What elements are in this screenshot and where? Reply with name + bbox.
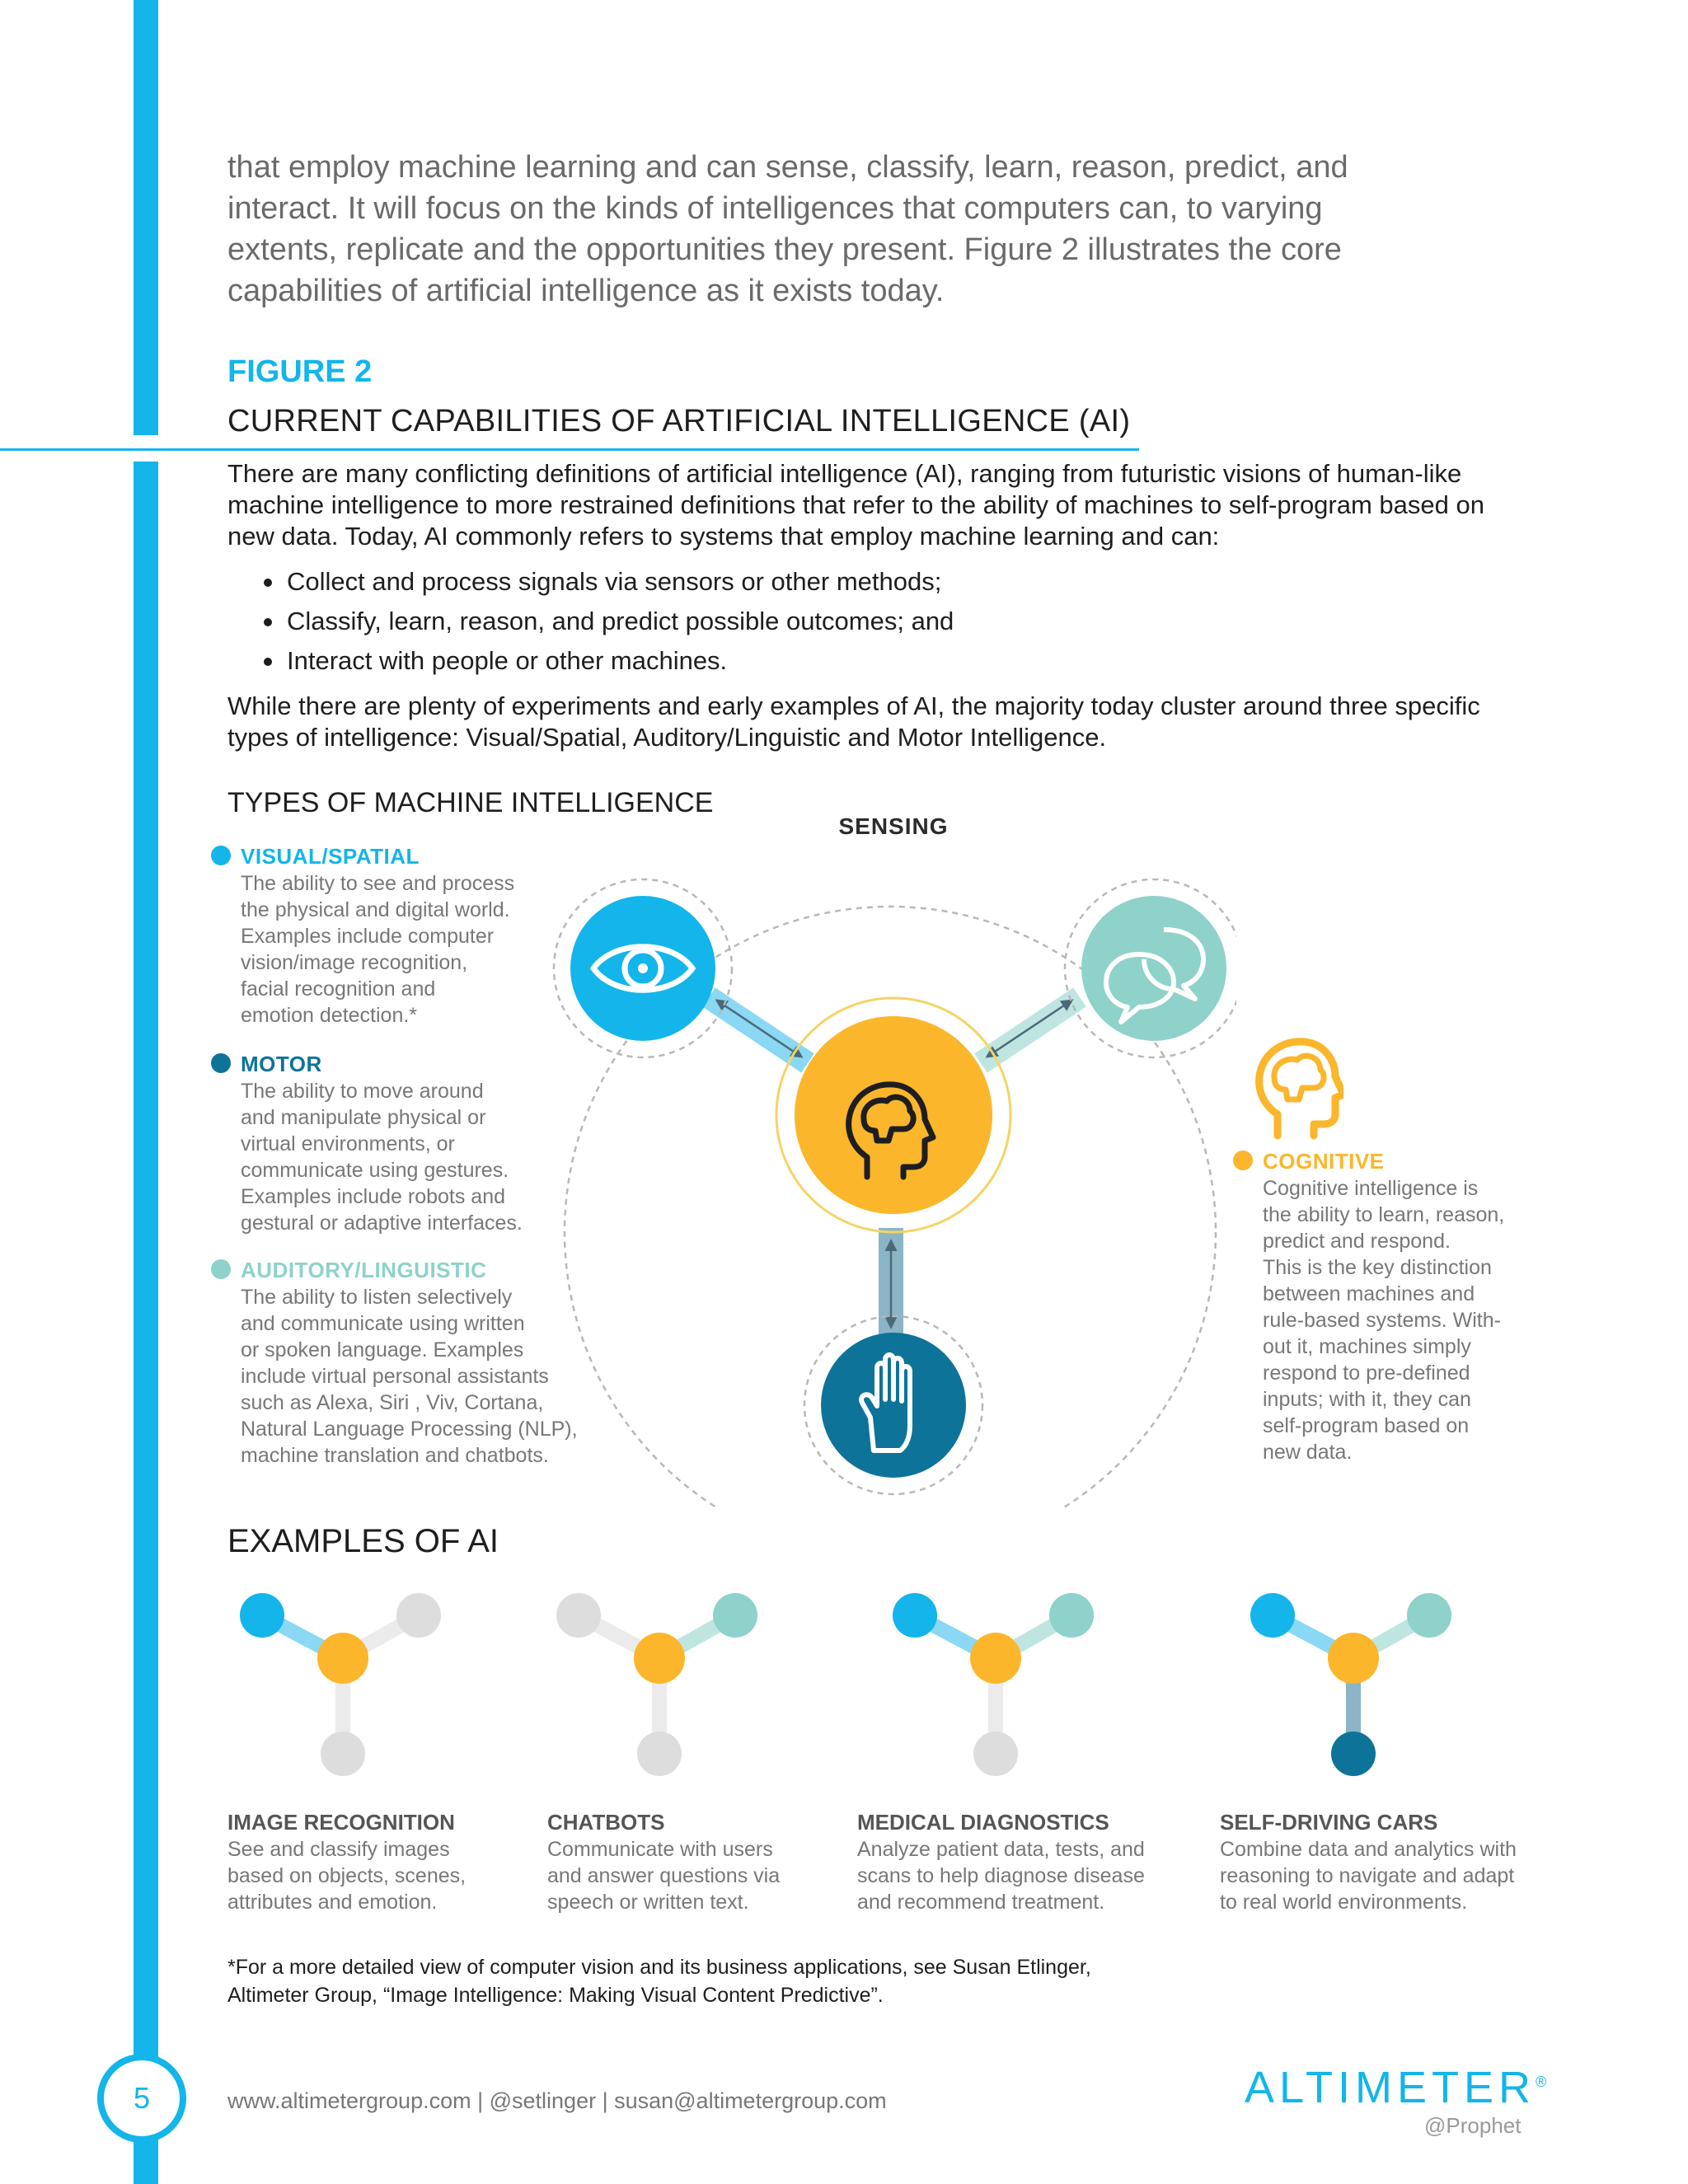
cognitive-head-icon — [1253, 1035, 1343, 1142]
example-description: Analyze patient data, tests, and scans to help diagnose disease and recommend treatment. — [857, 1838, 1145, 1914]
cognitive-description: Cognitive intelligence is the ability to learn, reason, predict and respond. This is the key distinction between machines and rule-based systems. With- out it, machines simply respond to pre-defined inputs; with it, they can self-program based on new data. — [1263, 1177, 1505, 1464]
altimeter-logo — [1245, 2062, 1546, 2113]
figure-title-rule — [0, 448, 1139, 451]
list-item: Classify, learn, reason, and predict possible outcomes; and — [227, 602, 954, 641]
machine-intelligence-diagram — [544, 791, 1236, 1508]
cognitive-title: COGNITIVE — [1263, 1149, 1385, 1174]
auditory-point — [1407, 1593, 1451, 1638]
page-number-text: 5 — [133, 2081, 151, 2115]
motor-description: The ability to move around and manipulate physical or virtual environments, or communicate using gestures. Examples include robots and gestural or adaptive interfaces. — [241, 1080, 523, 1235]
visual-title: VISUAL/SPATIAL — [241, 844, 420, 869]
sidebar-accent-bar — [134, 0, 158, 2184]
page-number — [97, 2054, 186, 2143]
example-title: CHATBOTS — [547, 1810, 665, 1835]
footnote: *For a more detailed view of computer vision and its business applications, see Susan Etlinger, Altimeter Group, “Image Intelligence: Making Visual Content Predictive”. — [227, 1956, 1091, 2007]
logo-registered: ® — [1536, 2074, 1547, 2090]
logo-subtitle: @Prophet — [1424, 2113, 1522, 2138]
figure-paragraph-1: There are many conflicting definitions of artificial intelligence (AI), ranging from futuristic visions of human-like machine intelligence to more restrained definitions that refer to the ability of machines to self-program based on new data. Today, AI commonly refers to systems that employ machine learning and can: — [227, 459, 1484, 551]
auditory-dot — [211, 1259, 231, 1279]
auditory-node — [1081, 896, 1226, 1041]
cognitive-point — [970, 1633, 1021, 1684]
capability-list — [227, 562, 954, 681]
figure-title: CURRENT CAPABILITIES OF ARTIFICIAL INTELLIGENCE (AI) — [227, 404, 1131, 438]
motor-point — [637, 1732, 682, 1776]
cognitive-point — [317, 1633, 368, 1684]
auditory-point — [1049, 1593, 1094, 1638]
intro-paragraph: that employ machine learning and can sense, classify, learn, reason, predict, and interact. It will focus on the kinds of intelligences that computers can, to varying extents, replicate and the opportunities they present. Figure 2 illustrates the core capabilities of artificial intelligence as it exists today. — [227, 150, 1348, 308]
auditory-point — [713, 1593, 757, 1638]
visual-description: The ability to see and process the physical and digital world. Examples include computer vision/image recognition, facial recognition and emotion detection.* — [241, 872, 515, 1027]
sensing-label: SENSING — [838, 813, 949, 839]
footer-contact: www.altimetergroup.com | @setlinger | susan@altimetergroup.com — [227, 2088, 887, 2113]
motor-dot — [211, 1053, 231, 1073]
auditory-title: AUDITORY/LINGUISTIC — [241, 1258, 487, 1282]
list-item: Collect and process signals via sensors or other methods; — [227, 562, 954, 602]
visual-point — [1250, 1593, 1295, 1638]
example-description: See and classify images based on objects, scenes, attributes and emotion. — [227, 1838, 467, 1914]
cognitive-node — [795, 1016, 992, 1214]
cognitive-point — [1328, 1633, 1379, 1684]
example-description: Communicate with users and answer questions via speech or written text. — [547, 1838, 781, 1914]
example-description: Combine data and analytics with reasoning to navigate and adapt to real world environments. — [1220, 1838, 1517, 1914]
motor-point — [973, 1732, 1018, 1776]
motor-title: MOTOR — [241, 1052, 322, 1076]
motor-point — [321, 1732, 365, 1776]
cognitive-point — [634, 1633, 685, 1684]
visual-point — [556, 1593, 601, 1638]
visual-dot — [211, 846, 231, 865]
list-item: Interact with people or other machines. — [227, 641, 954, 681]
auditory-point — [396, 1593, 441, 1638]
example-title: IMAGE RECOGNITION — [227, 1810, 455, 1835]
visual-point — [893, 1593, 937, 1638]
auditory-description: The ability to listen selectively and communicate using written or spoken language. Examples include virtual personal assistants such as Alexa, Siri , Viv, Cortana, Natural Language Processing (NLP), machine translation and chatbots. — [241, 1286, 578, 1467]
auditory-connector — [981, 997, 1080, 1063]
examples-diagrams — [227, 1591, 1563, 1797]
examples-section-title: EXAMPLES OF AI — [227, 1523, 499, 1559]
types-section-title: TYPES OF MACHINE INTELLIGENCE — [227, 787, 714, 818]
motor-point — [1331, 1732, 1376, 1776]
figure-label: FIGURE 2 — [227, 354, 373, 389]
example-title: SELF-DRIVING CARS — [1220, 1810, 1438, 1835]
example-title: MEDICAL DIAGNOSTICS — [857, 1810, 1109, 1835]
figure-paragraph-2: While there are plenty of experiments and early examples of AI, the majority today cluster around three specific types of intelligence: Visual/Spatial, Auditory/Linguistic and Motor Intelligence. — [227, 691, 1480, 752]
visual-point — [240, 1593, 284, 1638]
logo-text: ALTIMETER — [1245, 2063, 1536, 2112]
